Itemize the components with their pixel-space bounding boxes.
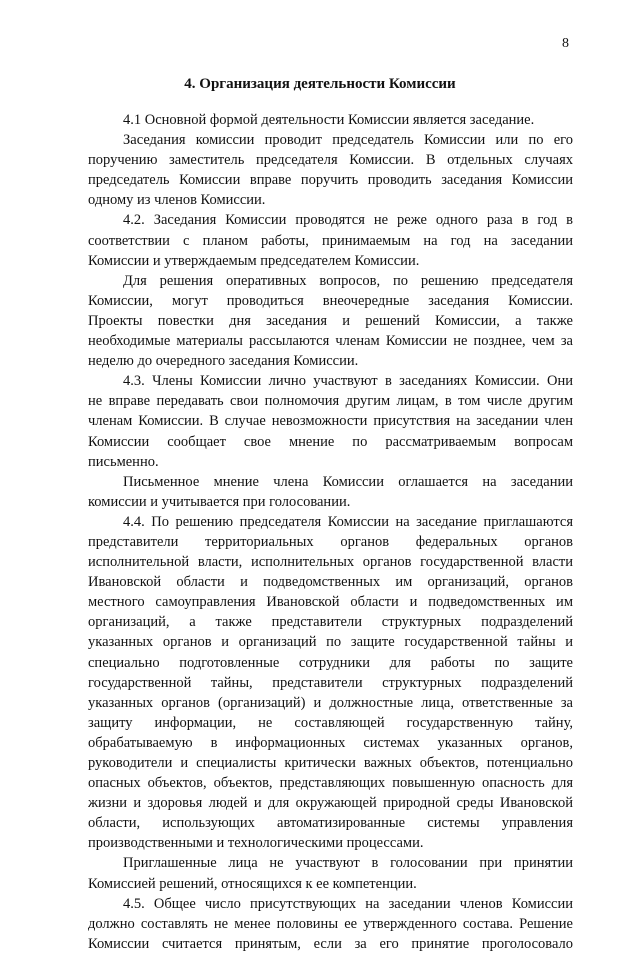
text-line: местного самоуправления Ивановской области и подведомственных им — [88, 594, 573, 611]
text-line: Приглашенные лица не участвуют в голосовании при принятии — [123, 855, 573, 872]
text-line: 4.3. Члены Комиссии лично участвуют в заседаниях Комиссии. Они — [123, 373, 573, 390]
text-line: производственными и технологическими процессами. — [88, 835, 424, 852]
text-line: государственной тайны, представители структурных подразделений — [88, 674, 573, 691]
text-line: области, использующих автоматизированные системы управления — [88, 815, 573, 832]
text-line: поручению заместитель председателя Комиссии. В отдельных случаях — [88, 152, 573, 169]
text-line: одному из членов Комиссии. — [88, 192, 266, 209]
text-line: указанных органов и организаций по защите государственной тайны и — [88, 634, 573, 651]
text-line: Комиссией решений, относящихся к ее компетенции. — [88, 875, 417, 892]
section-heading: 4. Организация деятельности Комиссии — [184, 76, 456, 92]
text-line: представители территориальных органов федеральных органов — [88, 533, 573, 550]
text-line: организаций, а также представители структурных подразделений — [88, 614, 573, 631]
text-line: жизни и здоровья людей и для окружающей природной среды Ивановской — [88, 795, 573, 812]
text-line: комиссии и учитывается при голосовании. — [88, 493, 351, 510]
text-line: неделю до очередного заседания Комиссии. — [88, 353, 359, 370]
text-line: Ивановской области и подведомственных им организаций, органов — [88, 574, 573, 591]
text-line: должно составлять не менее половины ее утвержденного состава. Решение — [88, 915, 573, 932]
text-line: руководители и специалисты критически важных объектов, потенциально — [88, 755, 573, 771]
text-line: указанных органов (организаций) и должностные лица, ответственные за — [88, 694, 573, 711]
text-line: соответствии с планом работы, принимаемым на год на заседании — [88, 232, 573, 249]
text-line: обрабатываемую в информационных системах указанных органов, — [88, 734, 573, 751]
text-line: 4.4. По решению председателя Комиссии на заседание приглашаются — [123, 513, 573, 530]
page-number: 8 — [562, 36, 569, 51]
text-line: письменно. — [88, 453, 159, 470]
text-line: не вправе передавать свои полномочия другим лицам, в том числе другим — [88, 393, 573, 410]
text-line: Проекты повестки дня заседания и решений Комиссии, а также — [88, 312, 573, 329]
text-line: исполнительной власти, исполнительных органов государственной власти — [88, 554, 573, 571]
text-line: 4.5. Общее число присутствующих на заседании членов Комиссии — [123, 895, 573, 912]
text-line: Для решения оперативных вопросов, по решению председателя — [123, 272, 573, 289]
text-line: Комиссии и утверждаемым председателем Комиссии. — [88, 252, 420, 269]
text-line: Комиссии сообщает свое мнение по рассматриваемым вопросам — [88, 433, 573, 450]
text-line: Комиссии считается принятым, если за его принятие проголосовало — [88, 935, 573, 952]
text-line: 4.1 Основной формой деятельности Комиссии является заседание. — [123, 112, 535, 128]
body-text — [88, 110, 573, 954]
text-line: Письменное мнение члена Комиссии оглашается на заседании — [123, 473, 573, 490]
text-line: членам Комиссии. В случае невозможности присутствия на заседании член — [88, 413, 573, 430]
text-line: Комиссии, могут проводиться внеочередные заседания Комиссии. — [88, 292, 573, 309]
text-line: защиту информации, не составляющей государственную тайну, — [88, 714, 573, 731]
text-line: 4.2. Заседания Комиссии проводятся не реже одного раза в год в — [123, 212, 573, 229]
text-line: специально подготовленные сотрудники для работы по защите — [88, 654, 573, 671]
text-line: председатель Комиссии вправе поручить проводить заседания Комиссии — [88, 172, 573, 189]
text-line: опасных объектов, объектов, представляющих повышенную опасность для — [88, 775, 573, 792]
text-line: Заседания комиссии проводит председатель Комиссии или по его — [123, 132, 573, 149]
text-line: необходимые материалы рассылаются членам Комиссии не позднее, чем за — [88, 333, 573, 350]
